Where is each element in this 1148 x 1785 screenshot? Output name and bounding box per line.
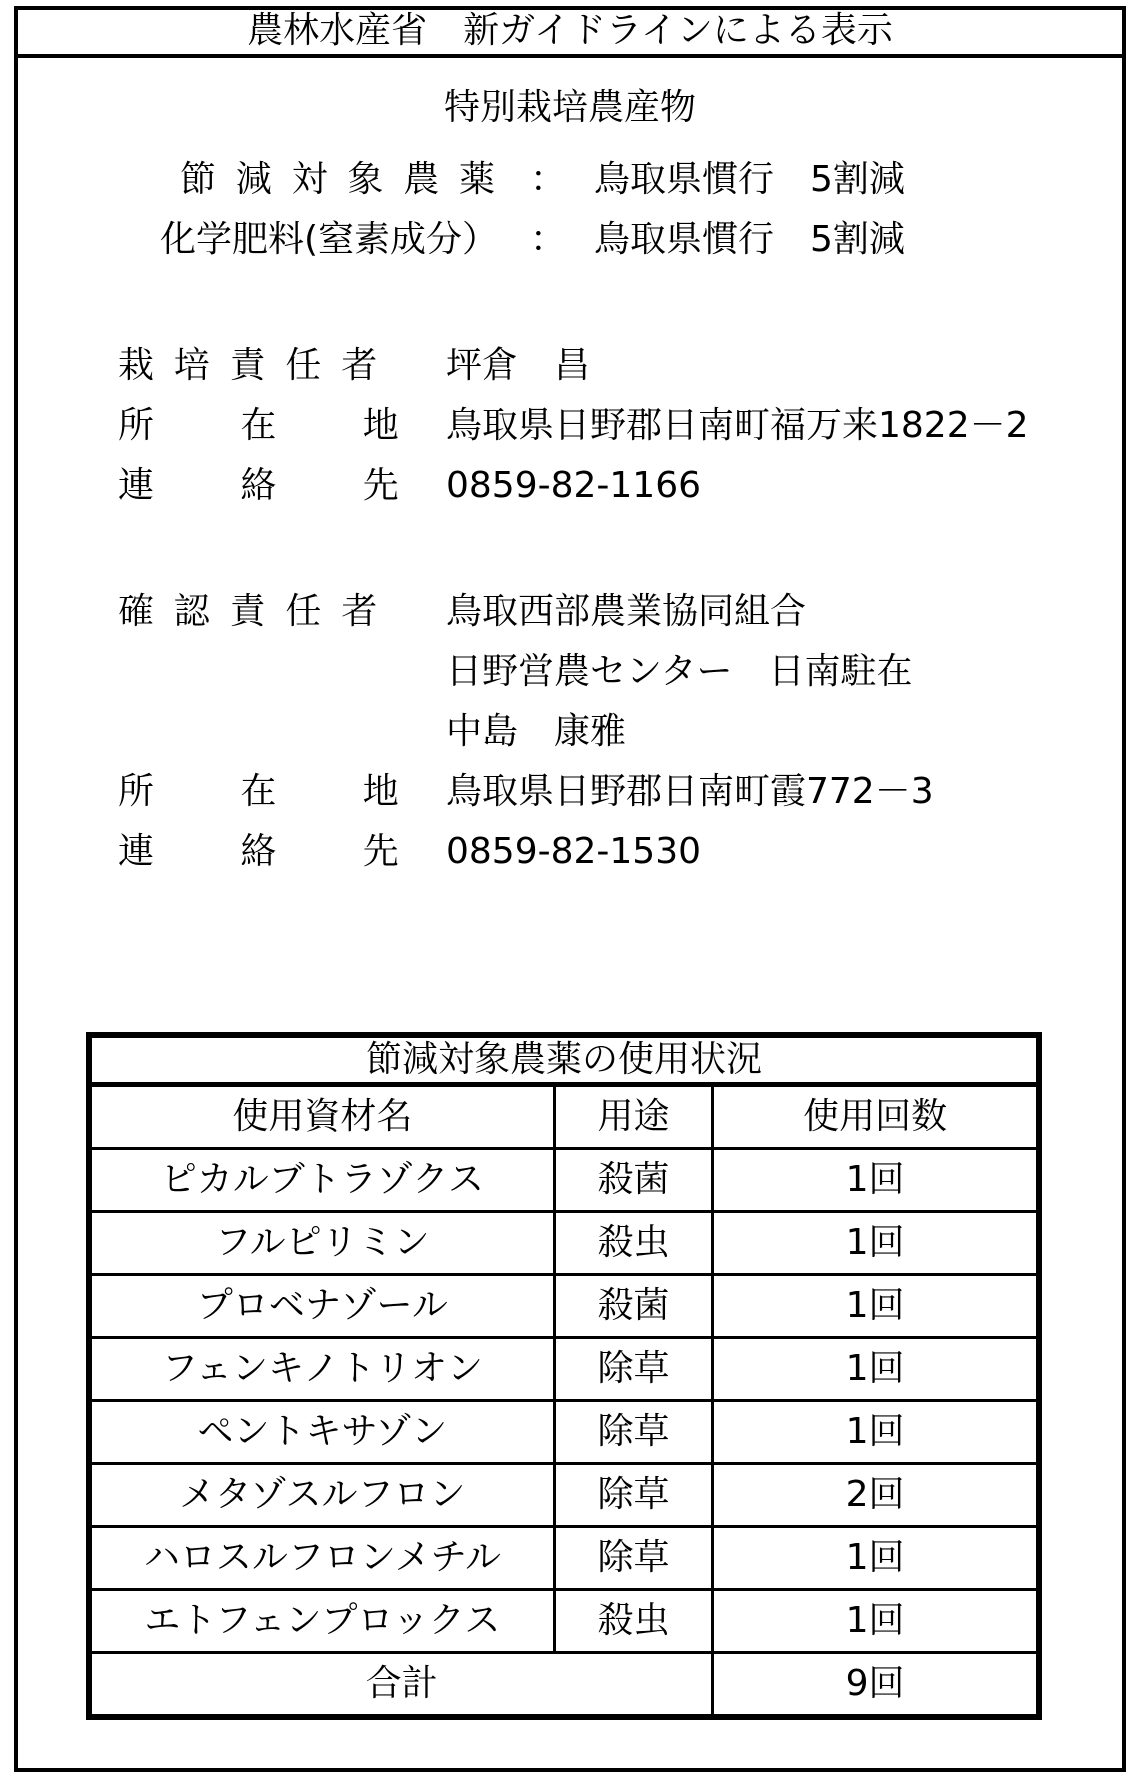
material-count: 2回: [713, 1464, 1039, 1527]
grower-responsible-label: 栽培責任者: [118, 345, 397, 386]
reduction-label: 化学肥料(窒素成分）: [160, 219, 499, 260]
table-row: [89, 1338, 1039, 1401]
material-purpose: 殺菌: [554, 1149, 712, 1212]
reduction-value: 鳥取県慣行 5割減: [594, 159, 905, 200]
table-row: [89, 1527, 1039, 1590]
total-label: 合計: [89, 1653, 713, 1718]
material-name: メタゾスルフロン: [89, 1464, 554, 1527]
verifier-responsible-label: 確認責任者: [118, 591, 397, 632]
product-category: 特別栽培農産物: [443, 87, 696, 128]
table-row: [89, 1149, 1039, 1212]
column-header-count: 使用回数: [713, 1085, 1039, 1149]
table-row: [89, 1275, 1039, 1338]
verifier-address-label: 所在地: [118, 771, 486, 812]
material-count: 1回: [713, 1212, 1039, 1275]
total-value: 9回: [713, 1653, 1039, 1718]
verifier-org-line1: 鳥取西部農業協同組合: [446, 591, 807, 632]
material-count: 1回: [713, 1527, 1039, 1590]
reduction-colon: ：: [530, 219, 567, 260]
reduction-row: [160, 220, 498, 260]
material-purpose: 除草: [554, 1527, 712, 1590]
table-total-row: [89, 1653, 1039, 1718]
material-name: ピカルブトラゾクス: [89, 1149, 554, 1212]
material-count: 1回: [713, 1338, 1039, 1401]
grower-address: 鳥取県日野郡日南町福万来1822－2: [446, 405, 1029, 446]
material-purpose: 殺虫: [554, 1212, 712, 1275]
material-count: 1回: [713, 1149, 1039, 1212]
pesticide-usage-table: [86, 1032, 1042, 1720]
table-caption: 節減対象農薬の使用状況: [89, 1035, 1039, 1085]
material-purpose: 除草: [554, 1401, 712, 1464]
material-name: ペントキサゾン: [89, 1401, 554, 1464]
verifier-org-line2: 日野営農センター 日南駐在: [446, 651, 913, 692]
material-purpose: 除草: [554, 1338, 712, 1401]
material-name: フルピリミン: [89, 1212, 554, 1275]
material-name: フェンキノトリオン: [89, 1338, 554, 1401]
grower-contact-label: 連絡先: [118, 465, 486, 506]
material-purpose: 殺虫: [554, 1590, 712, 1653]
grower-responsible-name: 坪倉 昌: [446, 345, 591, 386]
grower-address-label: 所在地: [118, 405, 486, 446]
table-row: [89, 1401, 1039, 1464]
verifier-contact-label: 連絡先: [118, 831, 486, 872]
reduction-value: 鳥取県慣行 5割減: [594, 219, 905, 260]
material-purpose: 除草: [554, 1464, 712, 1527]
material-purpose: 殺菌: [554, 1275, 712, 1338]
material-count: 1回: [713, 1401, 1039, 1464]
column-header-purpose: 用途: [554, 1085, 712, 1149]
table-caption-row: [89, 1035, 1039, 1085]
material-name: プロベナゾール: [89, 1275, 554, 1338]
table-row: [89, 1590, 1039, 1653]
material-count: 1回: [713, 1275, 1039, 1338]
page-title: 農林水産省 新ガイドラインによる表示: [18, 10, 1122, 58]
reduction-label: 節減対象農薬: [180, 159, 515, 200]
column-header-material: 使用資材名: [89, 1085, 554, 1149]
table-header-row: [89, 1085, 1039, 1149]
verifier-org-line3: 中島 康雅: [446, 711, 627, 752]
verifier-address: 鳥取県日野郡日南町霞772－3: [446, 771, 934, 812]
material-name: ハロスルフロンメチル: [89, 1527, 554, 1590]
verifier-contact: 0859-82-1530: [446, 831, 702, 872]
reduction-colon: ：: [530, 159, 567, 200]
reduction-row: [180, 160, 515, 200]
table-row: [89, 1464, 1039, 1527]
table-row: [89, 1212, 1039, 1275]
grower-contact: 0859-82-1166: [446, 465, 702, 506]
material-name: エトフェンプロックス: [89, 1590, 554, 1653]
material-count: 1回: [713, 1590, 1039, 1653]
